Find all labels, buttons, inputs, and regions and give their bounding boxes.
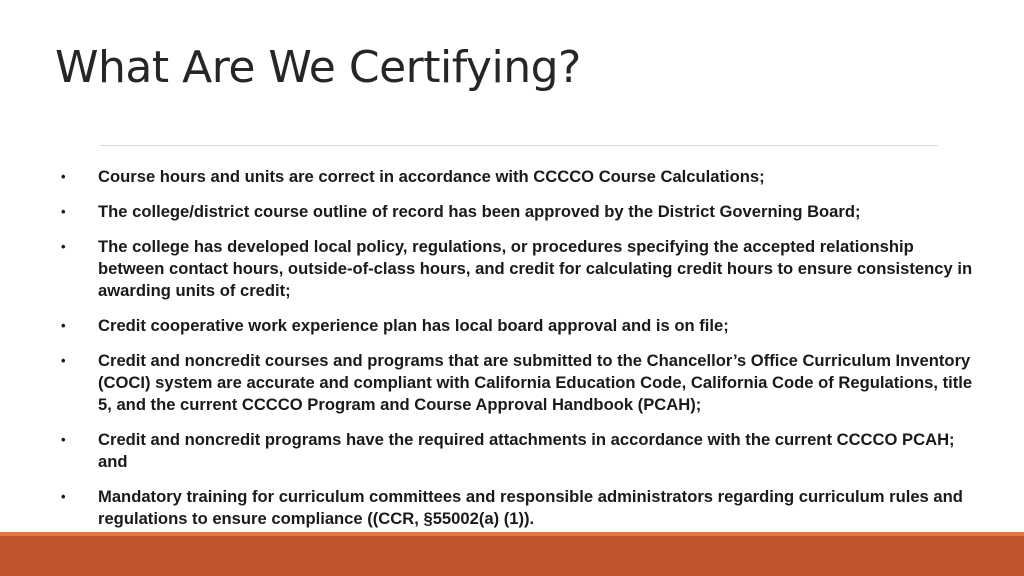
bullet-dot-icon: • <box>61 169 66 184</box>
bullet-item <box>60 236 975 302</box>
bullet-text: Mandatory training for curriculum committees and responsible administrators regarding curriculum rules and regulations to ensure compliance ((CCR, §55002(a) (1)). <box>98 487 963 528</box>
bullet-item <box>60 201 975 223</box>
bullet-dot-icon: • <box>61 204 66 219</box>
bullet-text: Credit and noncredit programs have the required attachments in accordance with the current CCCCO PCAH; and <box>98 430 955 471</box>
bullet-item <box>60 429 975 473</box>
bullet-text: Credit and noncredit courses and programs that are submitted to the Chancellor’s Office Curriculum Inventory (COCI) system are accurate and compliant with California Education Code, California Code of Regulations, title 5, and the current CCCCO Program and Course Approval Handbook (PCAH); <box>98 351 973 414</box>
bullet-text: Credit cooperative work experience plan has local board approval and is on file; <box>98 316 729 335</box>
bullet-item <box>60 166 975 188</box>
bullet-dot-icon: • <box>61 318 66 333</box>
bullet-text: The college/district course outline of record has been approved by the District Governing Board; <box>98 202 861 221</box>
bullet-list <box>60 166 975 543</box>
bullet-dot-icon: • <box>61 432 66 447</box>
bullet-item <box>60 486 975 530</box>
bullet-dot-icon: • <box>61 239 66 254</box>
bullet-item <box>60 315 975 337</box>
footer-accent-bar <box>0 532 1024 576</box>
bullet-dot-icon: • <box>61 353 66 368</box>
slide-title: What Are We Certifying? <box>55 42 581 93</box>
bullet-item <box>60 350 975 416</box>
bullet-text: The college has developed local policy, regulations, or procedures specifying the accepted relationship between contact hours, outside-of-class hours, and credit for calculating credit hours to ensure consistency in awarding units of credit; <box>98 237 973 300</box>
title-divider <box>100 145 938 146</box>
bullet-text: Course hours and units are correct in accordance with CCCCO Course Calculations; <box>98 167 765 186</box>
bullet-dot-icon: • <box>61 489 66 504</box>
